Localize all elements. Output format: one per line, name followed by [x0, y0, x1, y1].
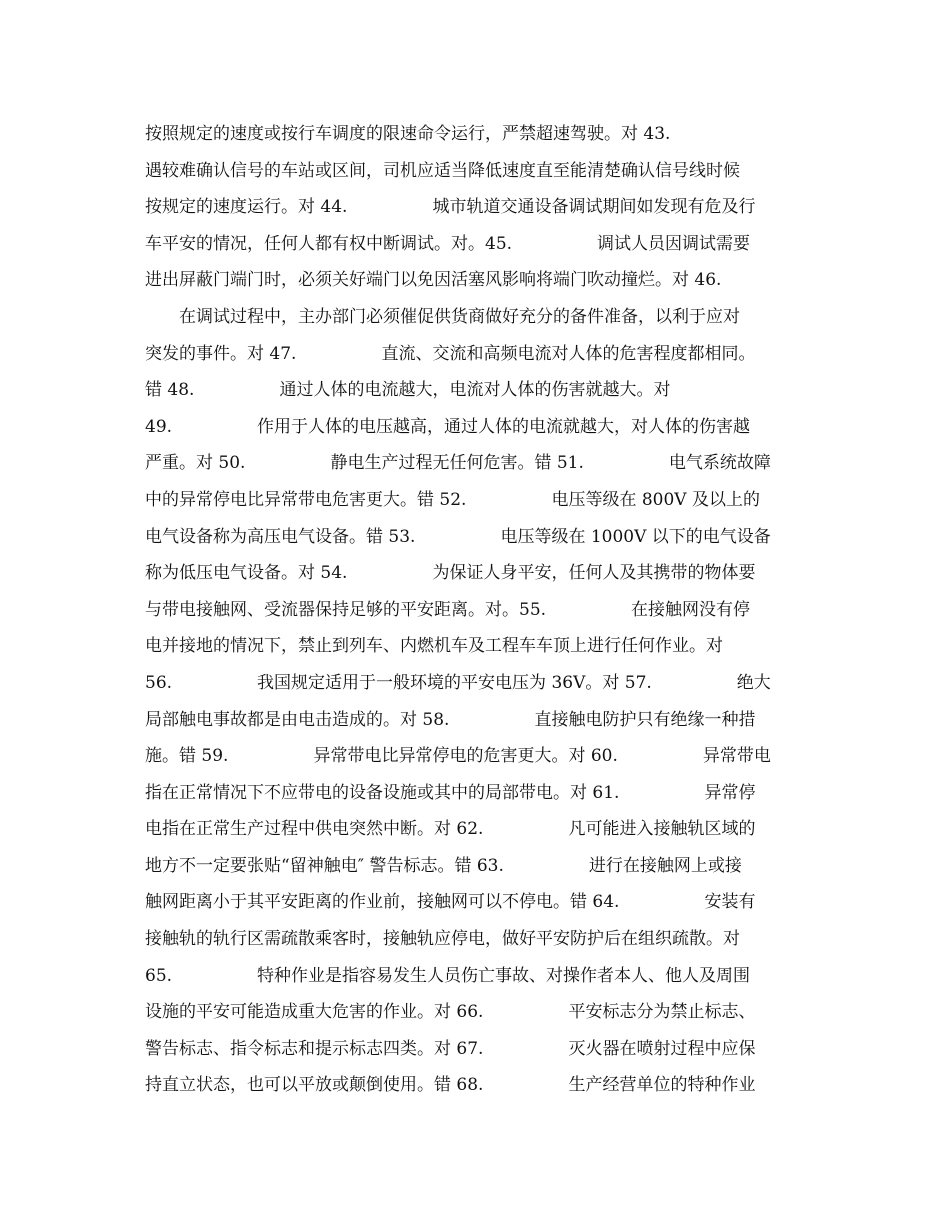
text-line: 中的异常停电比异常带电危害更大。错 52. 电压等级在 800V 及以上的 — [145, 489, 760, 510]
text-line: 电并接地的情况下，禁止到列车、内燃机车及工程车车顶上进行任何作业。对 — [145, 636, 723, 657]
text-line: 按规定的速度运行。对 44. 城市轨道交通设备调试期间如发现有危及行 — [145, 197, 756, 218]
text-line: 错 48. 通过人体的电流越大，电流对人体的伤害就越大。对 — [145, 380, 671, 401]
text-line: 电气设备称为高压电气设备。错 53. 电压等级在 1000V 以下的电气设备 — [145, 526, 771, 547]
text-line: 与带电接触网、受流器保持足够的平安距离。对。55. 在接触网没有停 — [145, 599, 751, 620]
text-line: 进出屏蔽门端门时，必须关好端门以免因活塞风影响将端门吹动撞烂。对 46. — [145, 270, 722, 291]
text-line: 施。错 59. 异常带电比异常停电的危害更大。对 60. 异常带电 — [145, 746, 771, 767]
text-line: 按照规定的速度或按行车调度的限速命令运行，严禁超速驾驶。对 43. — [145, 124, 671, 144]
text-line: 车平安的情况，任何人都有权中断调试。对。45. 调试人员因调试需要 — [145, 233, 751, 254]
text-line: 警告标志、指令标志和提示标志四类。对 67. 灭火器在喷射过程中应保 — [145, 1038, 756, 1059]
text-line: 设施的平安可能造成重大危害的作业。对 66. 平安标志分为禁止标志、 — [145, 1002, 756, 1023]
text-line: 触网距离小于其平安距离的作业前，接触网可以不停电。错 64. 安装有 — [145, 892, 756, 913]
text-line: 56. 我国规定适用于一般环境的平安电压为 36V。对 57. 绝大 — [145, 672, 771, 693]
text-line: 持直立状态，也可以平放或颠倒使用。错 68. 生产经营单位的特种作业 — [145, 1075, 756, 1096]
text-line: 严重。对 50. 静电生产过程无任何危害。错 51. 电气系统故障 — [145, 453, 771, 474]
text-line: 49. 作用于人体的电压越高，通过人体的电流就越大，对人体的伤害越 — [145, 416, 751, 437]
text-line: 称为低压电气设备。对 54. 为保证人身平安，任何人及其携带的物体要 — [145, 563, 756, 584]
text-line: 地方不一定要张贴“留神触电″ 警告标志。错 63. 进行在接触网上或接 — [145, 855, 742, 876]
text-line: 65. 特种作业是指容易发生人员伤亡事故、对操作者本人、他人及周围 — [145, 965, 751, 986]
text-line: 接触轨的轨行区需疏散乘客时，接触轨应停电，做好平安防护后在组织疏散。对 — [145, 929, 740, 950]
text-line: 局部触电事故都是由电击造成的。对 58. 直接触电防护只有绝缘一种措 — [145, 709, 756, 730]
text-line: 电指在正常生产过程中供电突然中断。对 62. 凡可能进入接触轨区域的 — [145, 819, 756, 840]
document-body — [145, 116, 810, 1104]
text-line: 突发的事件。对 47. 直流、交流和高频电流对人体的危害程度都相同。 — [145, 343, 756, 364]
text-line: 在调试过程中，主办部门必须催促供货商做好充分的备件准备，以利于应对 — [145, 306, 740, 327]
text-line: 遇较难确认信号的车站或区间，司机应适当降低速度直至能清楚确认信号线时候 — [145, 160, 740, 181]
text-line: 指在正常情况下不应带电的设备设施或其中的局部带电。对 61. 异常停 — [145, 782, 756, 803]
